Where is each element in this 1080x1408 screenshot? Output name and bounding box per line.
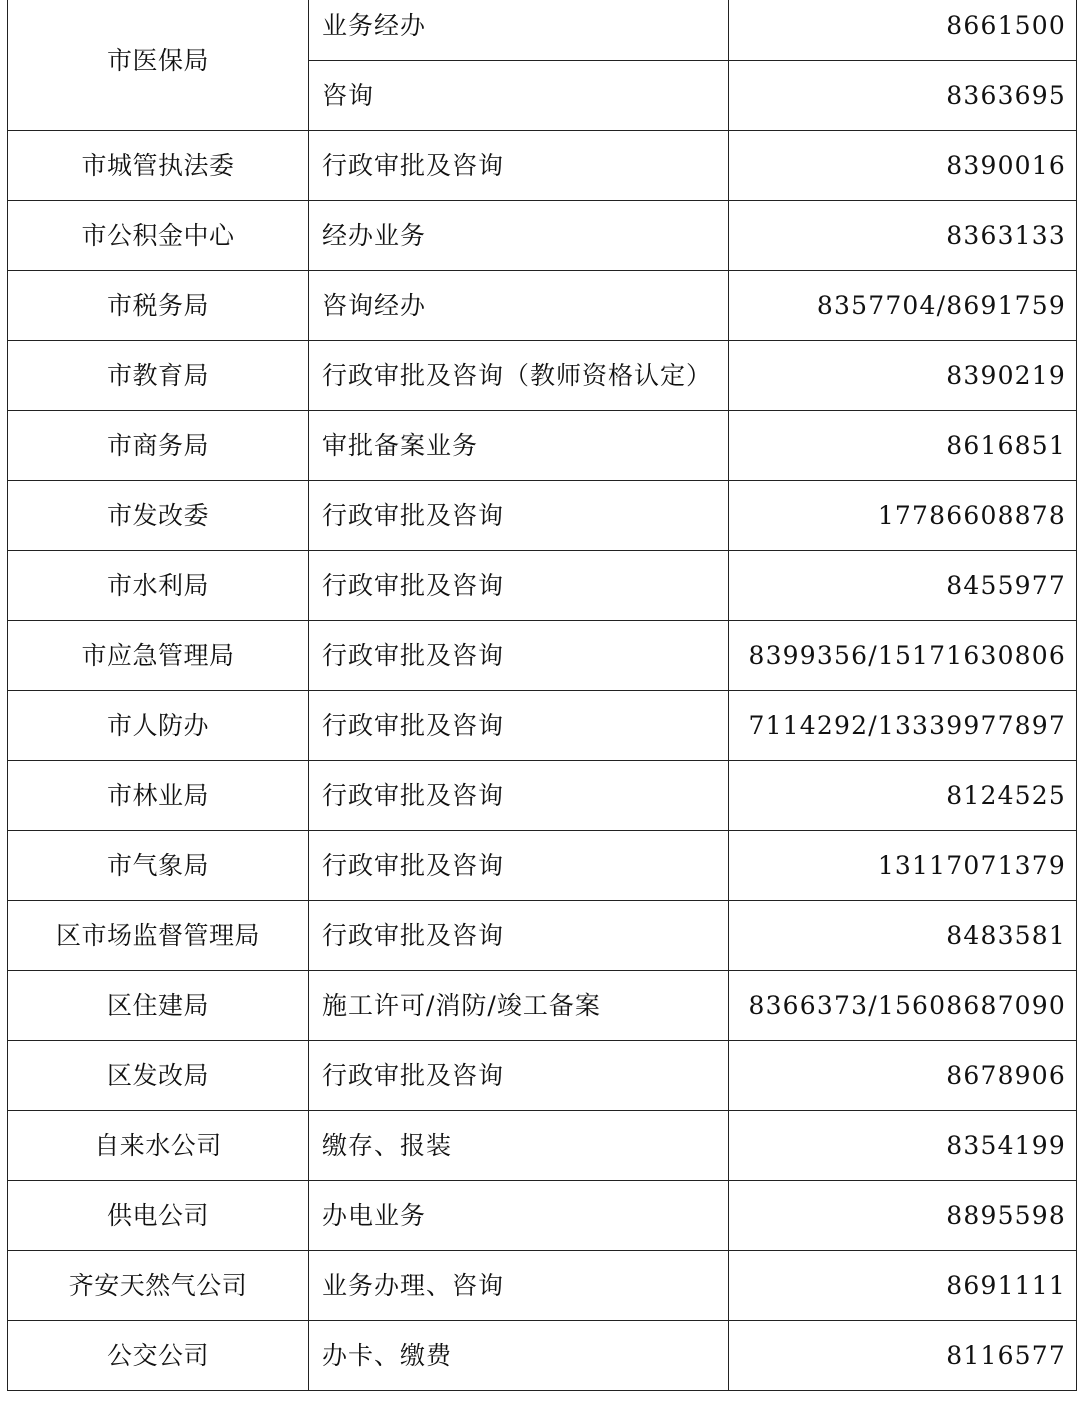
phone-cell: 8616851: [729, 411, 1077, 481]
service-cell: 办电业务: [309, 1181, 729, 1251]
department-cell: 市气象局: [8, 831, 309, 901]
table-row: [8, 621, 1077, 691]
phone-cell: 8390219: [729, 341, 1077, 411]
department-cell: 市商务局: [8, 411, 309, 481]
service-cell: 业务办理、咨询: [309, 1251, 729, 1321]
phone-cell: 7114292/13339977897: [729, 691, 1077, 761]
service-cell: 经办业务: [309, 201, 729, 271]
service-cell: 行政审批及咨询: [309, 621, 729, 691]
table-row: [8, 691, 1077, 761]
service-cell: 行政审批及咨询: [309, 761, 729, 831]
department-cell: 市公积金中心: [8, 201, 309, 271]
phone-cell: 8483581: [729, 901, 1077, 971]
department-cell: 自来水公司: [8, 1111, 309, 1181]
table-body: [8, 0, 1077, 1391]
service-cell: 缴存、报装: [309, 1111, 729, 1181]
table-row: [8, 411, 1077, 481]
department-cell: 市人防办: [8, 691, 309, 761]
department-cell: 市城管执法委: [8, 131, 309, 201]
phone-cell: 8366373/15608687090: [729, 971, 1077, 1041]
department-cell: 市林业局: [8, 761, 309, 831]
service-cell: 行政审批及咨询: [309, 551, 729, 621]
phone-cell: 8661500: [729, 0, 1077, 61]
service-cell: 行政审批及咨询: [309, 901, 729, 971]
department-cell: 市发改委: [8, 481, 309, 551]
table-row: [8, 271, 1077, 341]
table-row: [8, 481, 1077, 551]
department-cell: 市应急管理局: [8, 621, 309, 691]
department-cell: 区市场监督管理局: [8, 901, 309, 971]
phone-cell: 8363133: [729, 201, 1077, 271]
phone-cell: 8895598: [729, 1181, 1077, 1251]
department-cell: 区发改局: [8, 1041, 309, 1111]
table-row: [8, 341, 1077, 411]
phone-cell: 13117071379: [729, 831, 1077, 901]
service-cell: 行政审批及咨询: [309, 831, 729, 901]
department-cell: 供电公司: [8, 1181, 309, 1251]
table-row: [8, 831, 1077, 901]
department-cell: 市税务局: [8, 271, 309, 341]
phone-cell: 8357704/8691759: [729, 271, 1077, 341]
table-row: [8, 971, 1077, 1041]
service-cell: 办卡、缴费: [309, 1321, 729, 1391]
table-row: [8, 1251, 1077, 1321]
table-row: [8, 1111, 1077, 1181]
service-cell: 行政审批及咨询: [309, 131, 729, 201]
service-cell: 业务经办: [309, 0, 729, 61]
table-row: [8, 761, 1077, 831]
service-cell: 行政审批及咨询: [309, 691, 729, 761]
service-cell: 审批备案业务: [309, 411, 729, 481]
phone-cell: 8124525: [729, 761, 1077, 831]
contact-table: [7, 0, 1077, 1391]
phone-cell: 8390016: [729, 131, 1077, 201]
department-cell: 市教育局: [8, 341, 309, 411]
table-row: [8, 201, 1077, 271]
department-cell: 公交公司: [8, 1321, 309, 1391]
table-row: [8, 131, 1077, 201]
table-row: [8, 551, 1077, 621]
department-cell: 区住建局: [8, 971, 309, 1041]
phone-cell: 17786608878: [729, 481, 1077, 551]
table-row: [8, 1181, 1077, 1251]
department-cell: 齐安天然气公司: [8, 1251, 309, 1321]
service-cell: 咨询经办: [309, 271, 729, 341]
service-cell: 行政审批及咨询: [309, 1041, 729, 1111]
table-row: [8, 1041, 1077, 1111]
service-cell: 咨询: [309, 61, 729, 131]
service-cell: 行政审批及咨询: [309, 481, 729, 551]
phone-cell: 8399356/15171630806: [729, 621, 1077, 691]
service-cell: 行政审批及咨询（教师资格认定）: [309, 341, 729, 411]
phone-cell: 8354199: [729, 1111, 1077, 1181]
phone-cell: 8678906: [729, 1041, 1077, 1111]
table-row: [8, 0, 1077, 61]
department-cell: 市水利局: [8, 551, 309, 621]
table-row: [8, 901, 1077, 971]
table-row: [8, 1321, 1077, 1391]
phone-cell: 8116577: [729, 1321, 1077, 1391]
phone-cell: 8363695: [729, 61, 1077, 131]
phone-cell: 8455977: [729, 551, 1077, 621]
department-cell: 市医保局: [8, 0, 309, 131]
phone-cell: 8691111: [729, 1251, 1077, 1321]
service-cell: 施工许可/消防/竣工备案: [309, 971, 729, 1041]
